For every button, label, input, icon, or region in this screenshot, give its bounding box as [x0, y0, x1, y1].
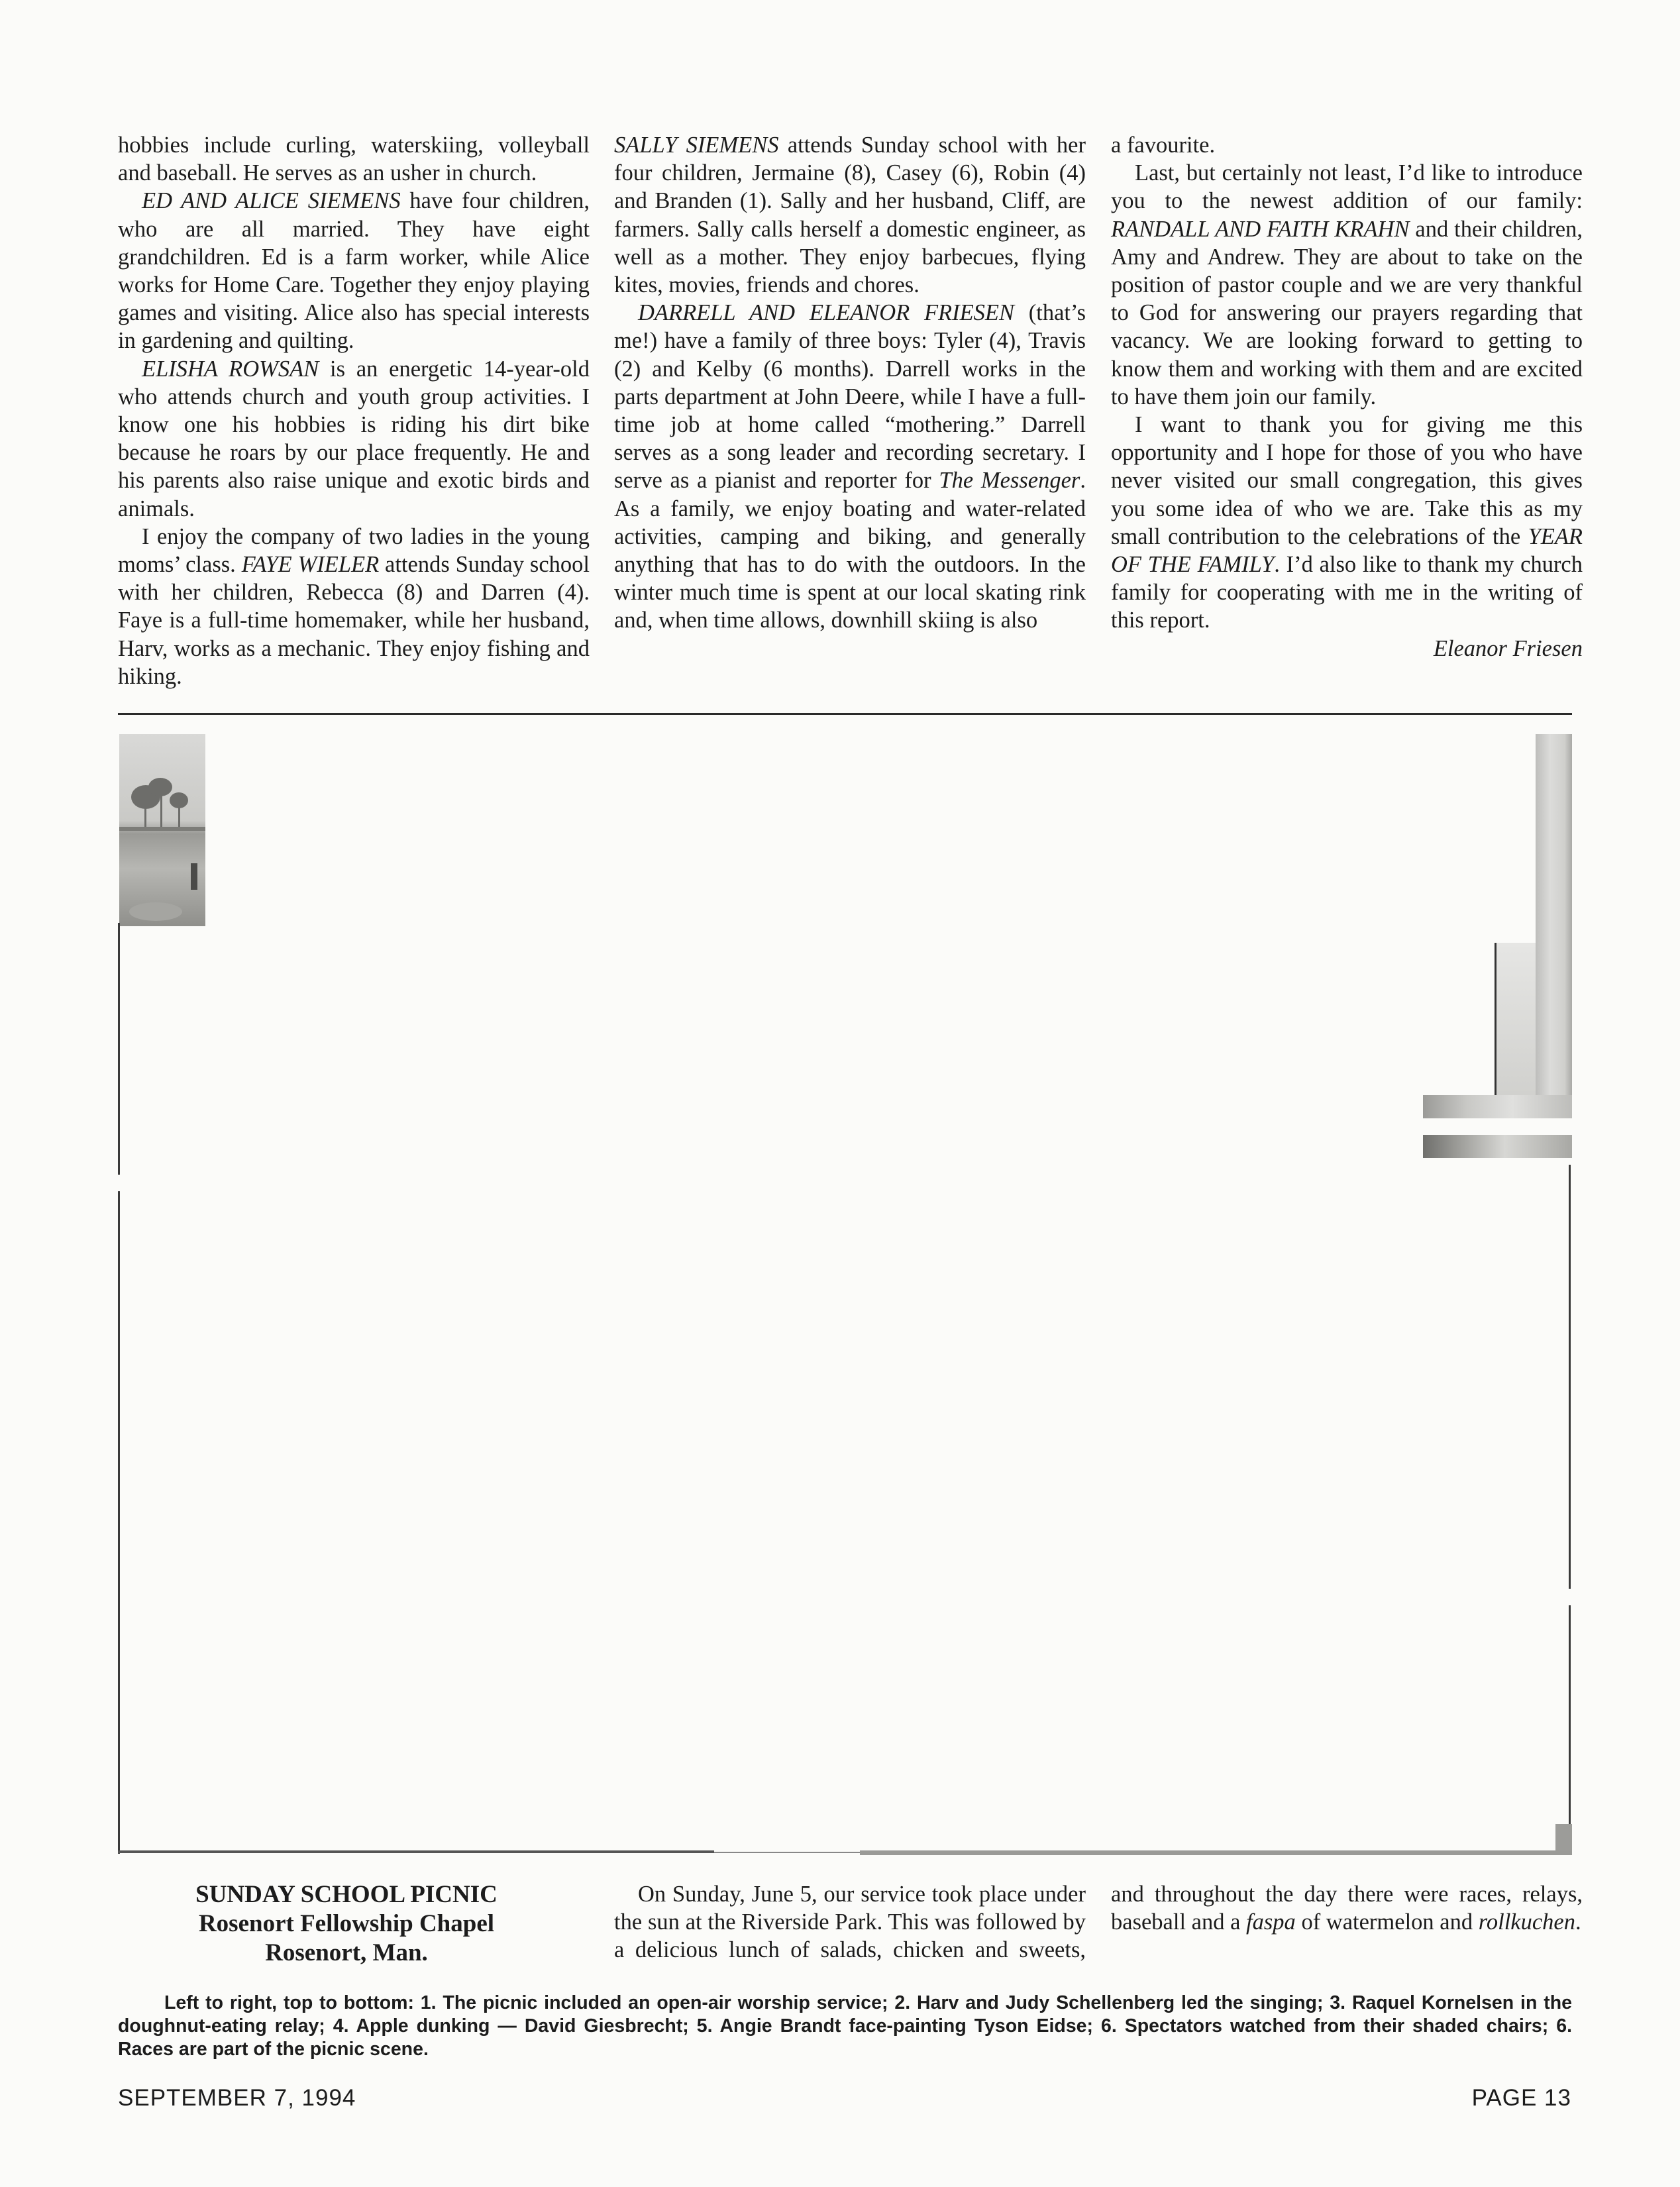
picnic-location: Rosenort, Man. — [265, 1939, 428, 1966]
frame-line-right — [1569, 1605, 1571, 1850]
frame-line-right — [1495, 943, 1496, 1098]
paragraph: I want to thank you for giving me this opportunity and I hope for those of you who have never visited our small congregation, this gives you some idea of who we are. Take this as my small contribution to the celebrations of the YEAR OF THE FAMILY. I’d also like to thank my church family for cooperating with me in the writing of this report. — [1111, 412, 1583, 633]
photo-fragment-right — [1496, 943, 1536, 1108]
frame-line-bottom — [118, 1850, 714, 1853]
family-name: SALLY SIEMENS — [614, 133, 779, 158]
section-divider — [118, 713, 1572, 715]
tree-silhouette-icon — [119, 734, 205, 926]
photo-caption: Left to right, top to bottom: 1. The picnic included an open-air worship service; 2. Harv and Judy Schellenberg led the singing; 3. Raquel Kornelsen in the doughnut-eating relay; 4. Apple dunking — David Giesbrecht; 5. Angie Brandt face-painting Tyson Eidse; 6. Spectators watched from their shaded chairs; 6. Races are part of the picnic scene. — [118, 1992, 1572, 2060]
paragraph: SALLY SIEMENS attends Sunday school with her four children, Jermaine (8), Casey (6), Robin (4) and Branden (1). Sally and her husband, Cliff, are farmers. Sally calls herself a domestic engineer, as well as a mother. They enjoy barbecues, flying kites, movies, friends and chores. — [614, 133, 1086, 298]
paragraph: ELISHA ROWSAN is an energetic 14-year-old who attends church and youth group activities. I know one his hobbies is riding his dirt bike because he roars by our place frequently. He and his parents also raise unique and exotic birds and animals. — [118, 356, 590, 521]
photo-collage — [118, 724, 1572, 1856]
family-name: FAYE WIELER — [241, 552, 380, 578]
article-column-2 — [614, 131, 1086, 635]
footer-date: SEPTEMBER 7, 1994 — [118, 2085, 356, 2111]
picnic-text-column-2 — [1111, 1880, 1583, 1964]
family-name: ELISHA ROWSAN — [142, 356, 319, 382]
page-number: PAGE 13 — [1471, 2085, 1571, 2111]
family-name: DARRELL AND ELEANOR FRIESEN — [638, 300, 1015, 326]
family-name: ED AND ALICE SIEMENS — [142, 188, 401, 214]
frame-line-right — [1569, 1165, 1571, 1589]
picnic-paragraph-continued: and throughout the day there were races, relays, baseball and a faspa of watermelon and rollkuchen. — [1111, 1881, 1583, 1935]
photo-fragment-right — [1423, 1135, 1572, 1158]
photo-fragment-right — [1423, 1095, 1572, 1118]
frame-line-left — [118, 923, 120, 1175]
family-name: RANDALL AND FAITH KRAHN — [1111, 216, 1410, 242]
frame-line-bottom — [860, 1850, 1572, 1855]
article-column-1 — [118, 131, 590, 690]
frame-line-bottom — [714, 1852, 860, 1853]
picnic-heading — [118, 1880, 575, 1968]
paragraph: I enjoy the company of two ladies in the young moms’ class. FAYE WIELER attends Sunday school with her children, Rebecca (8) and Darren (4). Faye is a full-time homemaker, while her husband, Harv, works as a mechanic. They enjoy fishing and hiking. — [118, 523, 590, 689]
picnic-text-column-1 — [614, 1880, 1086, 1964]
paragraph: hobbies include curling, waterskiing, volleyball and baseball. He serves as an usher in church. — [118, 133, 590, 186]
emphasis: YEAR OF THE FAMILY — [1111, 523, 1583, 578]
picnic-text-continuation — [1111, 1880, 1583, 1936]
picnic-title: SUNDAY SCHOOL PICNIC — [195, 1881, 498, 1908]
photo-fragment-trees — [119, 734, 205, 926]
article-column-3 — [1111, 131, 1583, 663]
frame-line-left — [118, 1191, 120, 1854]
picnic-church: Rosenort Fellowship Chapel — [198, 1910, 495, 1937]
paragraph: DARRELL AND ELEANOR FRIESEN (that’s me!) have a family of three boys: Tyler (4), Travis (2) and Kelby (6 months). Darrell works in the parts department at John Deere, while I have a full-time job at home called “mothering.” Darrell serves as a song leader and recording secretary. I serve as a pianist and reporter for The Messenger. As a family, we enjoy boating and water-related activities, camping and biking, and generally anything that has to do with the outdoors. In the winter much time is spent at our local skating rink and, when time allows, downhill skiing is also — [614, 300, 1086, 633]
paragraph: a favourite. — [1111, 133, 1216, 158]
paragraph: ED AND ALICE SIEMENS have four children, who are all married. They have eight grandchildren. Ed is a farm worker, while Alice works for Home Care. Together they enjoy playing games and visiting. Alice also has special interests in gardening and quilting. — [118, 188, 590, 354]
paragraph: Last, but certainly not least, I’d like to introduce you to the newest addition of our family: RANDALL AND FAITH KRAHN and their children, Amy and Andrew. They are about to take on the position of pastor couple and we are very thankful to God for answering our prayers regarding that vacancy. We are looking forward to getting to know them and working with them and are excited to have them join our family. — [1111, 160, 1583, 409]
author-signature: Eleanor Friesen — [1433, 635, 1583, 661]
publication-name: The Messenger — [939, 468, 1080, 494]
photo-fragment-right — [1536, 734, 1572, 1118]
picnic-paragraph: On Sunday, June 5, our service took place under the sun at the Riverside Park. This was followed by a delicious lunch of salads, chicken and sweets, — [614, 1882, 1086, 1963]
photo-fragment-right — [1555, 1824, 1572, 1850]
